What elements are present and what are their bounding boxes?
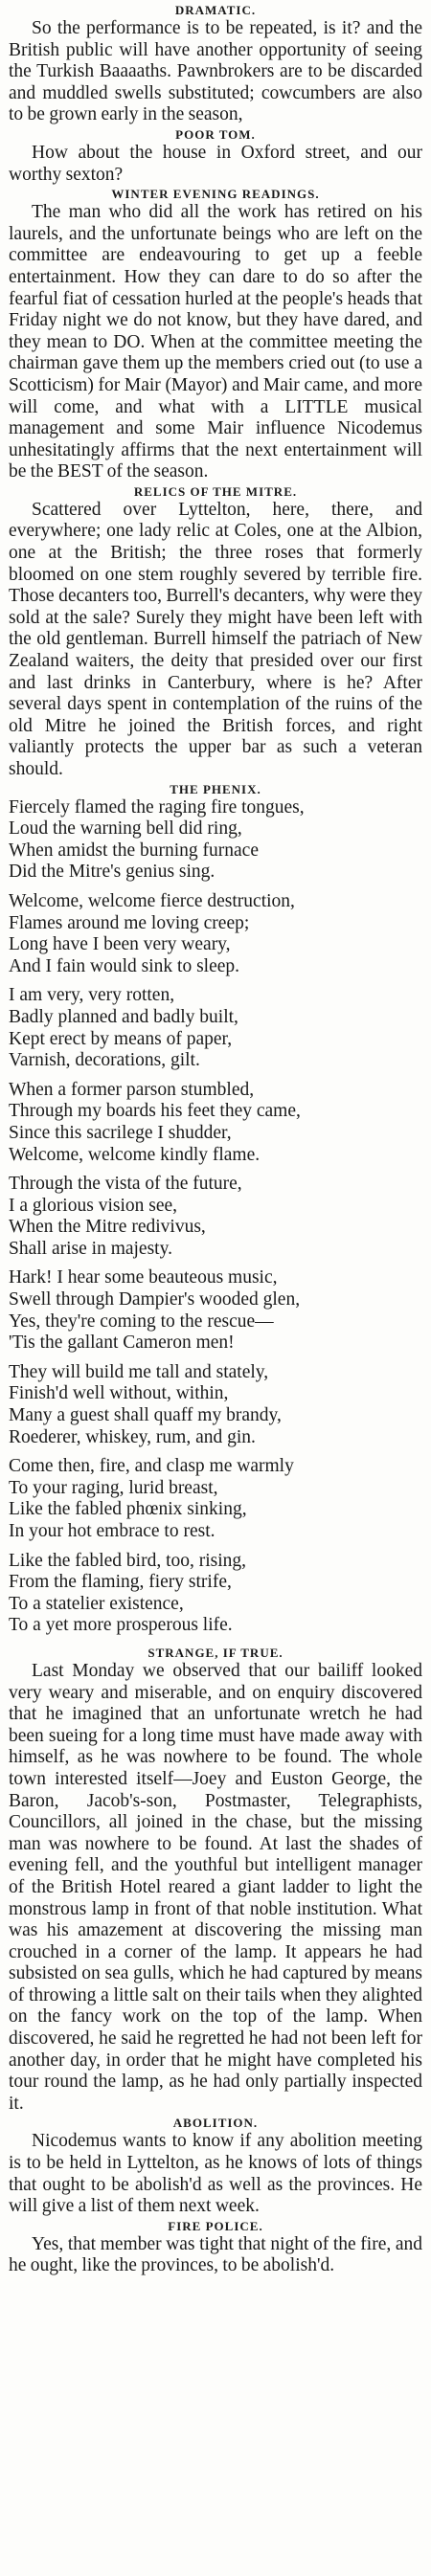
poem-stanza [9,1362,422,1448]
poem-line: Through the vista of the future, [9,1174,242,1195]
article-dramatic [9,2,422,126]
poem-line: In your hot embrace to rest. [9,1521,216,1541]
article-poor-tom [9,126,422,186]
poem-line: Since this sacrilege I shudder, [9,1122,232,1143]
poem-line: Swell through Dampier's wooded glen, [9,1289,301,1310]
poem-line: Varnish, decorations, gilt. [9,1050,200,1071]
poem-line: Many a guest shall quaff my brandy, [9,1405,282,1426]
section-heading: FIRE POLICE. [168,2218,263,2233]
poem-line: Loud the warning bell did ring, [9,818,242,840]
poem-line: Flames around me loving creep; [9,912,250,933]
poem-stanza [9,891,422,977]
poem-line: To your raging, lurid breast, [9,1477,218,1498]
poem-line: Hark! I hear some beauteous music, [9,1267,278,1288]
poem-line: Like the fabled phœnix sinking, [9,1499,247,1520]
article-paragraph: Yes, that member was tight that night of the fire, and he ought, like the provinces, to be abolish'd. [9,2233,422,2276]
poem-line: They will build me tall and stately, [9,1361,269,1382]
poem-line: Fiercely flamed the raging fire tongues, [9,796,305,818]
poem-line: When the Mitre redivivus, [9,1217,206,1238]
poem-line: Roederer, whiskey, rum, and gin. [9,1426,256,1447]
poem-title: THE PHENIX. [170,781,261,796]
poem-stanza [9,1551,422,1637]
article-paragraph: Scattered over Lyttelton, here, there, and everywhere; one lady relic at Coles, one at the Albion, one at the British; the three roses that formerly bloomed on one stem roughly severed by terrible fire. Those decanters too, Burrell's decanters, why were they sold at the sale? Surely they might have been left with the old gentleman. Burrell himself the patriach of New Zealand waiters, the deity that presided over our first and last drinks in Canterbury, where is he? After several days spent in contemplation of the ruins of the old Mitre he joined the British forces, and right valiantly protects the upper bar as such a veteran should. [9,499,422,779]
poem-line: To a yet more prosperous life. [9,1615,233,1636]
poem-stanza [9,1267,422,1354]
poem-line: Badly planned and badly built, [9,1006,238,1027]
poem-line: From the flaming, fiery strife, [9,1572,232,1593]
poem-line: Did the Mitre's genius sing. [9,862,216,883]
section-heading: STRANGE, IF TRUE. [147,1645,284,1660]
article-paragraph: Nicodemus wants to know if any abolition meeting is to be held in Lyttelton, as he knows of lots of things that ought to be abolish'd as well as the provinces. He will give a list of them next week. [9,2131,422,2217]
poem-line: Welcome, welcome kindly flame. [9,1144,261,1165]
poem-line: And I fain would sink to sleep. [9,955,240,976]
article-paragraph: The man who did all the work has retired on his laurels, and the unfortunate beings who are left on the committee are endeavouring to get up a feeble entertainment. How they can dare to do so after the fearful fiat of cessation hurled at the people's heads that Friday night we do not know, but they have dared, and they mean to DO. When at the committee meeting the chairman gave them up the members cried out (to use a Scotticism) for Mair (Mayor) and Mair came, and more will come, and what with a LITTLE musical management and some Mair influence Nicodemus unhesitatingly affirms that the next entertainment will be the BEST of the season. [9,202,422,482]
poem-stanza [9,797,422,884]
article-fire-police [9,2218,422,2277]
section-heading: POOR TOM. [175,126,256,142]
poem-line: Finish'd well without, within, [9,1383,229,1404]
article-paragraph: Last Monday we observed that our bailiff looked very weary and miserable, and on enquiry discovered that he imagined that an unfortunate wretch he had been sueing for a long time must have made away with himself, as he was nowhere to be found. The whole town interested itself—Joey and Euston George, the Baron, Jacob's-son, Postmaster, Telegraphists, Councillors, all joined in the chase, but the missing man was nowhere to be found. At last the shades of evening fell, and the youthful but intelligent manager of the British Hotel reared a giant ladder to light the monstrous lamp in front of that noble institution. What was his amazement at discovering the missing man crouched in a corner of the lamp. It appears he had subsisted on sea gulls, which he had captured by means of throwing a little salt on their tails when they alighted on the fancy work on the top of the lamp. When discovered, he said he regretted he had not been left for another day, in order that he might have completed his tour round the lamp, as he had only partially inspected it. [9,1660,422,2114]
article-paragraph: So the performance is to be repeated, is it? and the British public will have another opportunity of seeing the Turkish Baaaaths. Pawnbrokers are to be discarded and muddled swells substituted; cowcumbers are also to be grown early in the season, [9,18,422,125]
poem-line: Come then, fire, and clasp me warmly [9,1456,294,1477]
article-paragraph: How about the house in Oxford street, and our worthy sexton? [9,142,422,185]
article-strange-if-true [9,1645,422,2115]
poem-line: Shall arise in majesty. [9,1238,172,1259]
poem-line: Kept erect by means of paper, [9,1028,233,1049]
article-abolition [9,2115,422,2217]
article-relics-of-the-mitre [9,483,422,781]
poem-line: Like the fabled bird, too, rising, [9,1550,247,1571]
poem-stanza [9,1456,422,1542]
section-heading: ABOLITION. [172,2116,259,2131]
section-heading: DRAMATIC. [174,3,257,17]
poem-stanza [9,1174,422,1260]
poem-the-phenix [9,781,422,1637]
poem-body [9,797,422,1637]
poem-line: To a statelier existence, [9,1593,184,1614]
poem-stanza [9,985,422,1071]
section-heading: WINTER EVENING READINGS. [111,187,320,202]
poem-line: Yes, they're coming to the rescue— [9,1310,274,1332]
poem-line: Through my boards his feet they came, [9,1101,301,1122]
poem-line: I am very, very rotten, [9,985,175,1006]
poem-line: When a former parson stumbled, [9,1079,255,1100]
poem-line: When amidst the burning furnace [9,840,259,861]
poem-line: 'Tis the gallant Cameron men! [9,1333,235,1354]
article-winter-evening-readings [9,186,422,483]
poem-line: Long have I been very weary, [9,934,231,955]
poem-line: Welcome, welcome fierce destruction, [9,890,295,911]
poem-stanza [9,1080,422,1166]
section-heading: RELICS OF THE MITRE. [133,483,298,499]
poem-line: I a glorious vision see, [9,1195,178,1216]
